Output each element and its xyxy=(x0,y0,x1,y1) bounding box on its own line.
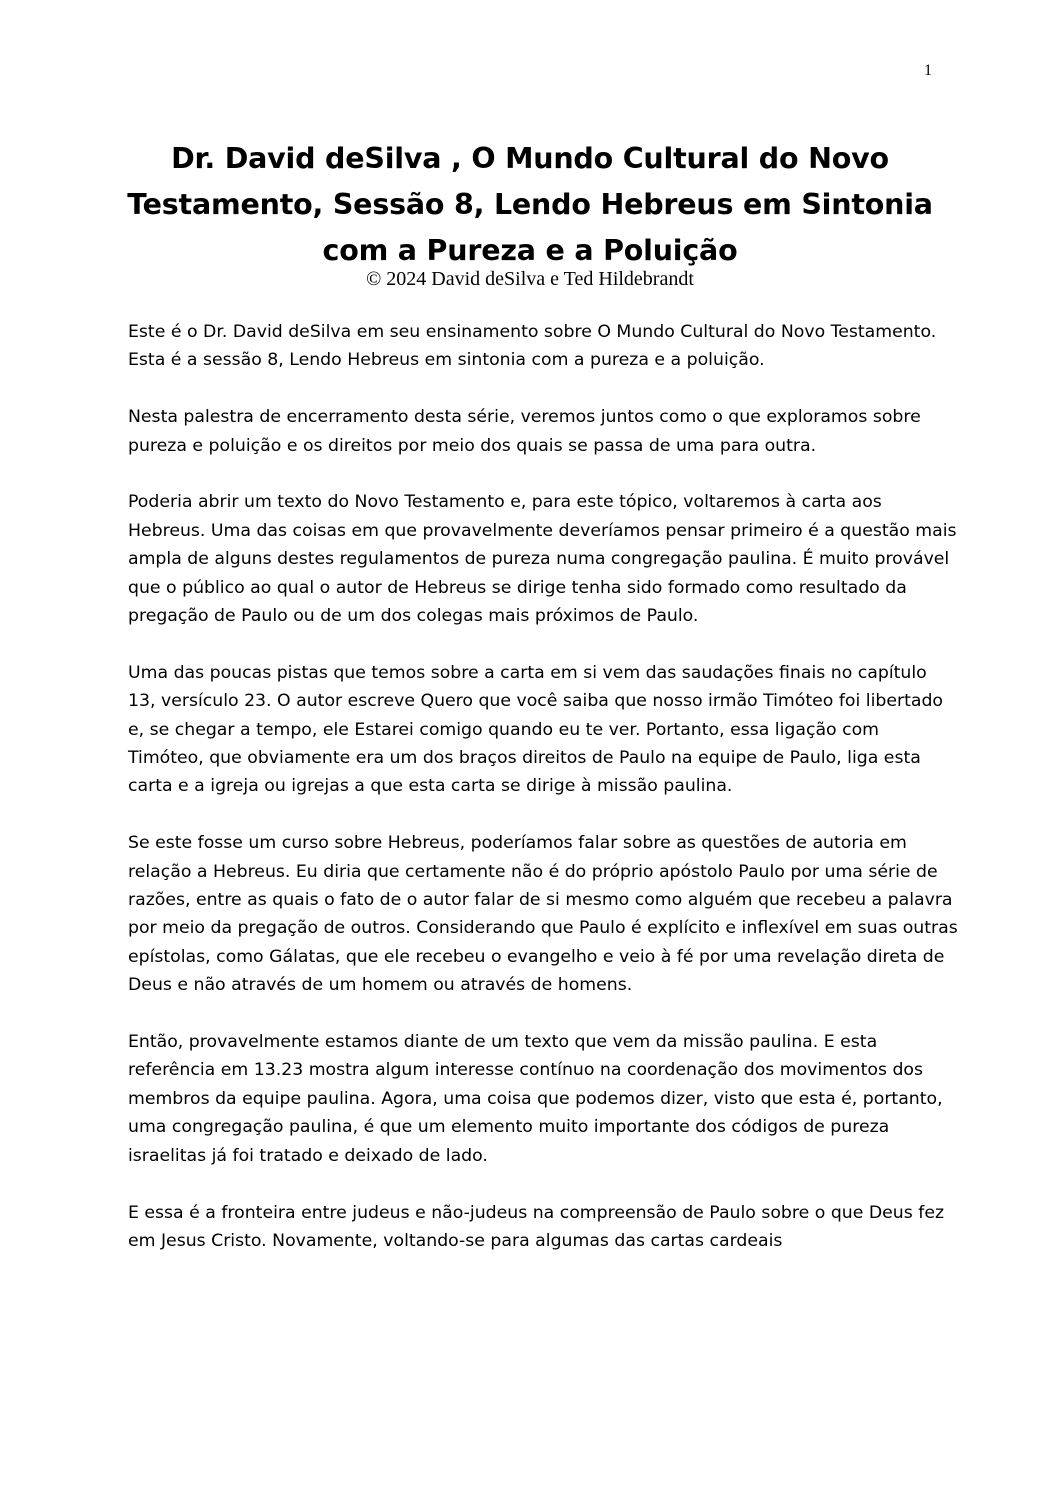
paragraph: Nesta palestra de encerramento desta série, veremos juntos como o que exploramos sobre pureza e poluição e os direitos por meio dos quais se passa de uma para outra. xyxy=(128,407,921,456)
paragraph: Se este fosse um curso sobre Hebreus, poderíamos falar sobre as questões de autoria em relação a Hebreus. Eu diria que certamente não é do próprio apóstolo Paulo por uma série de razões, entre as quais o fato de o autor falar de si mesmo como alguém que recebeu a palavra por meio da pregação de outros. Considerando que Paulo é explícito e inflexível em suas outras epístolas, como Gálatas, que ele recebeu o evangelho e veio à fé por uma revelação direta de Deus e não através de um homem ou através de homens. xyxy=(128,833,958,996)
copyright-line: © 2024 David deSilva e Ted Hildebrandt xyxy=(366,268,694,290)
paragraph: E essa é a fronteira entre judeus e não-judeus na compreensão de Paulo sobre o que Deus fez em Jesus Cristo. Novamente, voltando-se para algumas das cartas cardeais xyxy=(128,1202,945,1251)
paragraph: Uma das poucas pistas que temos sobre a carta em si vem das saudações finais no capítulo 13, versículo 23. O autor escreve Quero que você saiba que nosso irmão Timóteo foi libertado e, se chegar a tempo, ele Estarei comigo quando eu te ver. Portanto, essa ligação com Timóteo, que obviamente era um dos braços direitos de Paulo na equipe de Paulo, liga esta carta e a igreja ou igrejas a que esta carta se dirige à missão paulina. xyxy=(128,662,943,797)
paragraph: Poderia abrir um texto do Novo Testamento e, para este tópico, voltaremos à carta aos Hebreus. Uma das coisas em que provavelmente deveríamos pensar primeiro é a questão mais ampla de alguns destes regulamentos de pureza numa congregação paulina. É muito provável que o público ao qual o autor de Hebreus se dirige tenha sido formado como resultado da pregação de Paulo ou de um dos colegas mais próximos de Paulo. xyxy=(128,492,957,627)
paragraph: Este é o Dr. David deSilva em seu ensinamento sobre O Mundo Cultural do Novo Testamento. Esta é a sessão 8, Lendo Hebreus em sintonia com a pureza e a poluição. xyxy=(128,322,937,371)
page-number: 1 xyxy=(924,62,932,79)
document-body xyxy=(128,318,958,1284)
paragraph: Então, provavelmente estamos diante de um texto que vem da missão paulina. E esta referência em 13.23 mostra algum interesse contínuo na coordenação dos movimentos dos membros da equipe paulina. Agora, uma coisa que podemos dizer, visto que esta é, portanto, uma congregação paulina, é que um elemento muito importante dos códigos de pureza israelitas já foi tratado e deixado de lado. xyxy=(128,1032,943,1166)
document-title: Dr. David deSilva , O Mundo Cultural do Novo Testamento, Sessão 8, Lendo Hebreus em Sintonia com a Pureza e a Poluição xyxy=(127,142,933,267)
